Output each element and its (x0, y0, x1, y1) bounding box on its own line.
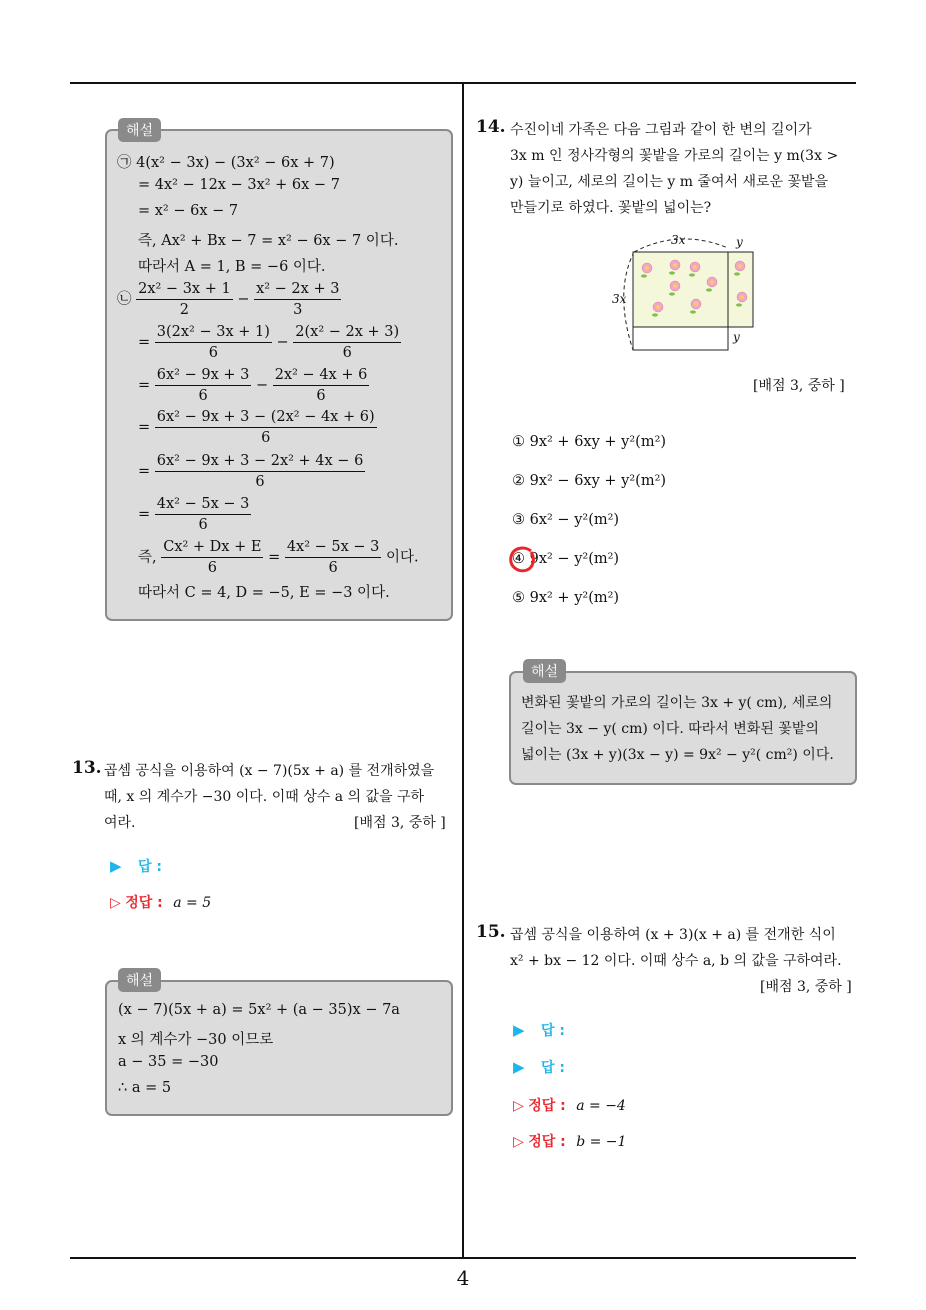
answer-row: ▶ 답 : (513, 1058, 565, 1076)
figure-label-y-top: y (736, 235, 743, 249)
page-number: 4 (456, 1266, 470, 1290)
solution-tag: 해설 (118, 118, 161, 142)
figure-label-top: 3x (671, 233, 686, 247)
solution-line: x 의 계수가 −30 이므로 (118, 1032, 274, 1048)
fraction: $\frac{\text{3(2x² − 3x + 1)}}{6}$ (156, 324, 270, 361)
choice-3[interactable]: ③ 6x² − y²(m²) (512, 512, 620, 528)
solution-line: 변화된 꽃밭의 가로의 길이는 3x + y( cm), 세로의 (521, 695, 833, 711)
correct-answer-row: ▷ 정답 : a = 5 (110, 895, 212, 911)
play-icon: ▶ (110, 857, 122, 875)
triangle-outline-icon: ▷ (110, 895, 121, 911)
figure-label-left: 3x (612, 292, 627, 306)
solution-fraction-line: ㉡ $\frac{\text{2x² − 3x + 1}}{2}$ − $\frac{\text{x² − 2x + 3}}{3}$ (117, 281, 340, 318)
play-icon: ▶ (513, 1058, 525, 1076)
correct-answer-row: ▷ 정답 : b = −1 (513, 1134, 627, 1150)
question-15-meta: [배점 3, 중하 ] (760, 979, 852, 995)
solution-line: ㉠ 4(x² − 3x) − (3x² − 6x + 7) (117, 155, 335, 171)
choice-2[interactable]: ② 9x² − 6xy + y²(m²) (512, 473, 667, 489)
question-13-text: 곱셈 공식을 이용하여 (x − 7)(5x + a) 를 전개하였을 (104, 763, 435, 779)
play-icon: ▶ (513, 1021, 525, 1039)
solution-line: ∴ a = 5 (118, 1080, 172, 1096)
question-15-text: x² + bx − 12 이다. 이때 상수 a, b 의 값을 구하여라. (510, 953, 842, 969)
fraction: $\frac{\text{6x² − 9x + 3 − 2x² + 4x − 6}}{6}$ (156, 453, 364, 490)
solution-line: 따라서 A = 1, B = −6 이다. (138, 259, 326, 275)
fraction: $\frac{\text{2x² − 3x + 1}}{2}$ (138, 281, 231, 318)
solution-line: 넓이는 (3x + y)(3x − y) = 9x² − y²( cm²) 이다. (521, 747, 834, 763)
solution-tag: 해설 (523, 659, 566, 683)
solution-fraction-line: = $\frac{\text{6x² − 9x + 3 − (2x² − 4x + 6)}}{6}$ (138, 409, 375, 446)
solution-line: a − 35 = −30 (118, 1054, 219, 1070)
question-13-meta: [배점 3, 중하 ] (354, 815, 446, 831)
garden-figure (600, 230, 800, 360)
selected-answer-circle (507, 545, 537, 575)
solution-line: 즉, Ax² + Bx − 7 = x² − 6x − 7 이다. (138, 233, 399, 249)
solution-fraction-line: = $\frac{\text{4x² − 5x − 3}}{6}$ (138, 496, 250, 533)
answer-row: ▶ 답 : (513, 1021, 565, 1039)
bottom-rule (70, 1257, 856, 1259)
fraction: $\frac{\text{2x² − 4x + 6}}{6}$ (274, 367, 368, 404)
question-14-text: y) 늘이고, 세로의 길이는 y m 줄여서 새로운 꽃밭을 (510, 174, 829, 190)
solution-line: = 4x² − 12x − 3x² + 6x − 7 (138, 177, 340, 193)
question-13-number: 13. (72, 758, 102, 778)
question-15-text: 곱셈 공식을 이용하여 (x + 3)(x + a) 를 전개한 식이 (510, 927, 836, 943)
fraction: $\frac{\text{6x² − 9x + 3}}{6}$ (156, 367, 250, 404)
question-14-text: 3x m 인 정사각형의 꽃밭을 가로의 길이는 y m(3x > (510, 148, 839, 164)
fraction: $\frac{\text{4x² − 5x − 3}}{6}$ (286, 539, 380, 576)
answer-row: ▶ 답 : (110, 857, 162, 875)
triangle-outline-icon: ▷ (513, 1098, 524, 1114)
figure-label-y-right: y (733, 330, 740, 344)
solution-fraction-line: = $\frac{\text{6x² − 9x + 3 − 2x² + 4x − 6}}{6}$ (138, 453, 364, 490)
solution-fraction-line: = $\frac{\text{6x² − 9x + 3}}{6}$ − $\frac{\text{2x² − 4x + 6}}{6}$ (138, 367, 368, 404)
solution-fraction-line: = $\frac{\text{3(2x² − 3x + 1)}}{6}$ − $\frac{\text{2(x² − 2x + 3)}}{6}$ (138, 324, 400, 361)
solution-line: = x² − 6x − 7 (138, 203, 239, 219)
question-13-text: 여라. (104, 815, 136, 831)
fraction: $\frac{\text{Cx² + Dx + E}}{6}$ (163, 539, 262, 576)
question-14-text: 수진이네 가족은 다음 그림과 같이 한 변의 길이가 (510, 122, 812, 138)
choice-4[interactable]: ④ 9x² − y²(m²) (512, 551, 620, 567)
question-14-meta: [배점 3, 중하 ] (753, 378, 845, 394)
solution-line: 길이는 3x − y( cm) 이다. 따라서 변화된 꽃밭의 (521, 721, 819, 737)
column-divider (462, 82, 464, 1258)
choice-1[interactable]: ① 9x² + 6xy + y²(m²) (512, 434, 667, 450)
fraction: $\frac{\text{4x² − 5x − 3}}{6}$ (156, 496, 250, 533)
fraction: $\frac{\text{x² − 2x + 3}}{3}$ (256, 281, 340, 318)
fraction: $\frac{\text{2(x² − 2x + 3)}}{6}$ (295, 324, 400, 361)
solution-line: 따라서 C = 4, D = −5, E = −3 이다. (138, 585, 390, 601)
solution-fraction-line: 즉, $\frac{\text{Cx² + Dx + E}}{6}$ = $\frac{\text{4x² − 5x − 3}}{6}$ 이다. (138, 539, 419, 576)
solution-tag: 해설 (118, 968, 161, 992)
question-14-text: 만들기로 하였다. 꽃밭의 넓이는? (510, 200, 712, 216)
fraction: $\frac{\text{6x² − 9x + 3 − (2x² − 4x + 6)}}{6}$ (156, 409, 375, 446)
question-15-number: 15. (476, 922, 506, 942)
choice-5[interactable]: ⑤ 9x² + y²(m²) (512, 590, 620, 606)
question-14-number: 14. (476, 117, 506, 137)
question-13-text: 때, x 의 계수가 −30 이다. 이때 상수 a 의 값을 구하 (104, 789, 425, 805)
circled-label: ㉡ (117, 291, 132, 308)
correct-answer-row: ▷ 정답 : a = −4 (513, 1098, 626, 1114)
solution-line: (x − 7)(5x + a) = 5x² + (a − 35)x − 7a (118, 1002, 400, 1018)
triangle-outline-icon: ▷ (513, 1134, 524, 1150)
